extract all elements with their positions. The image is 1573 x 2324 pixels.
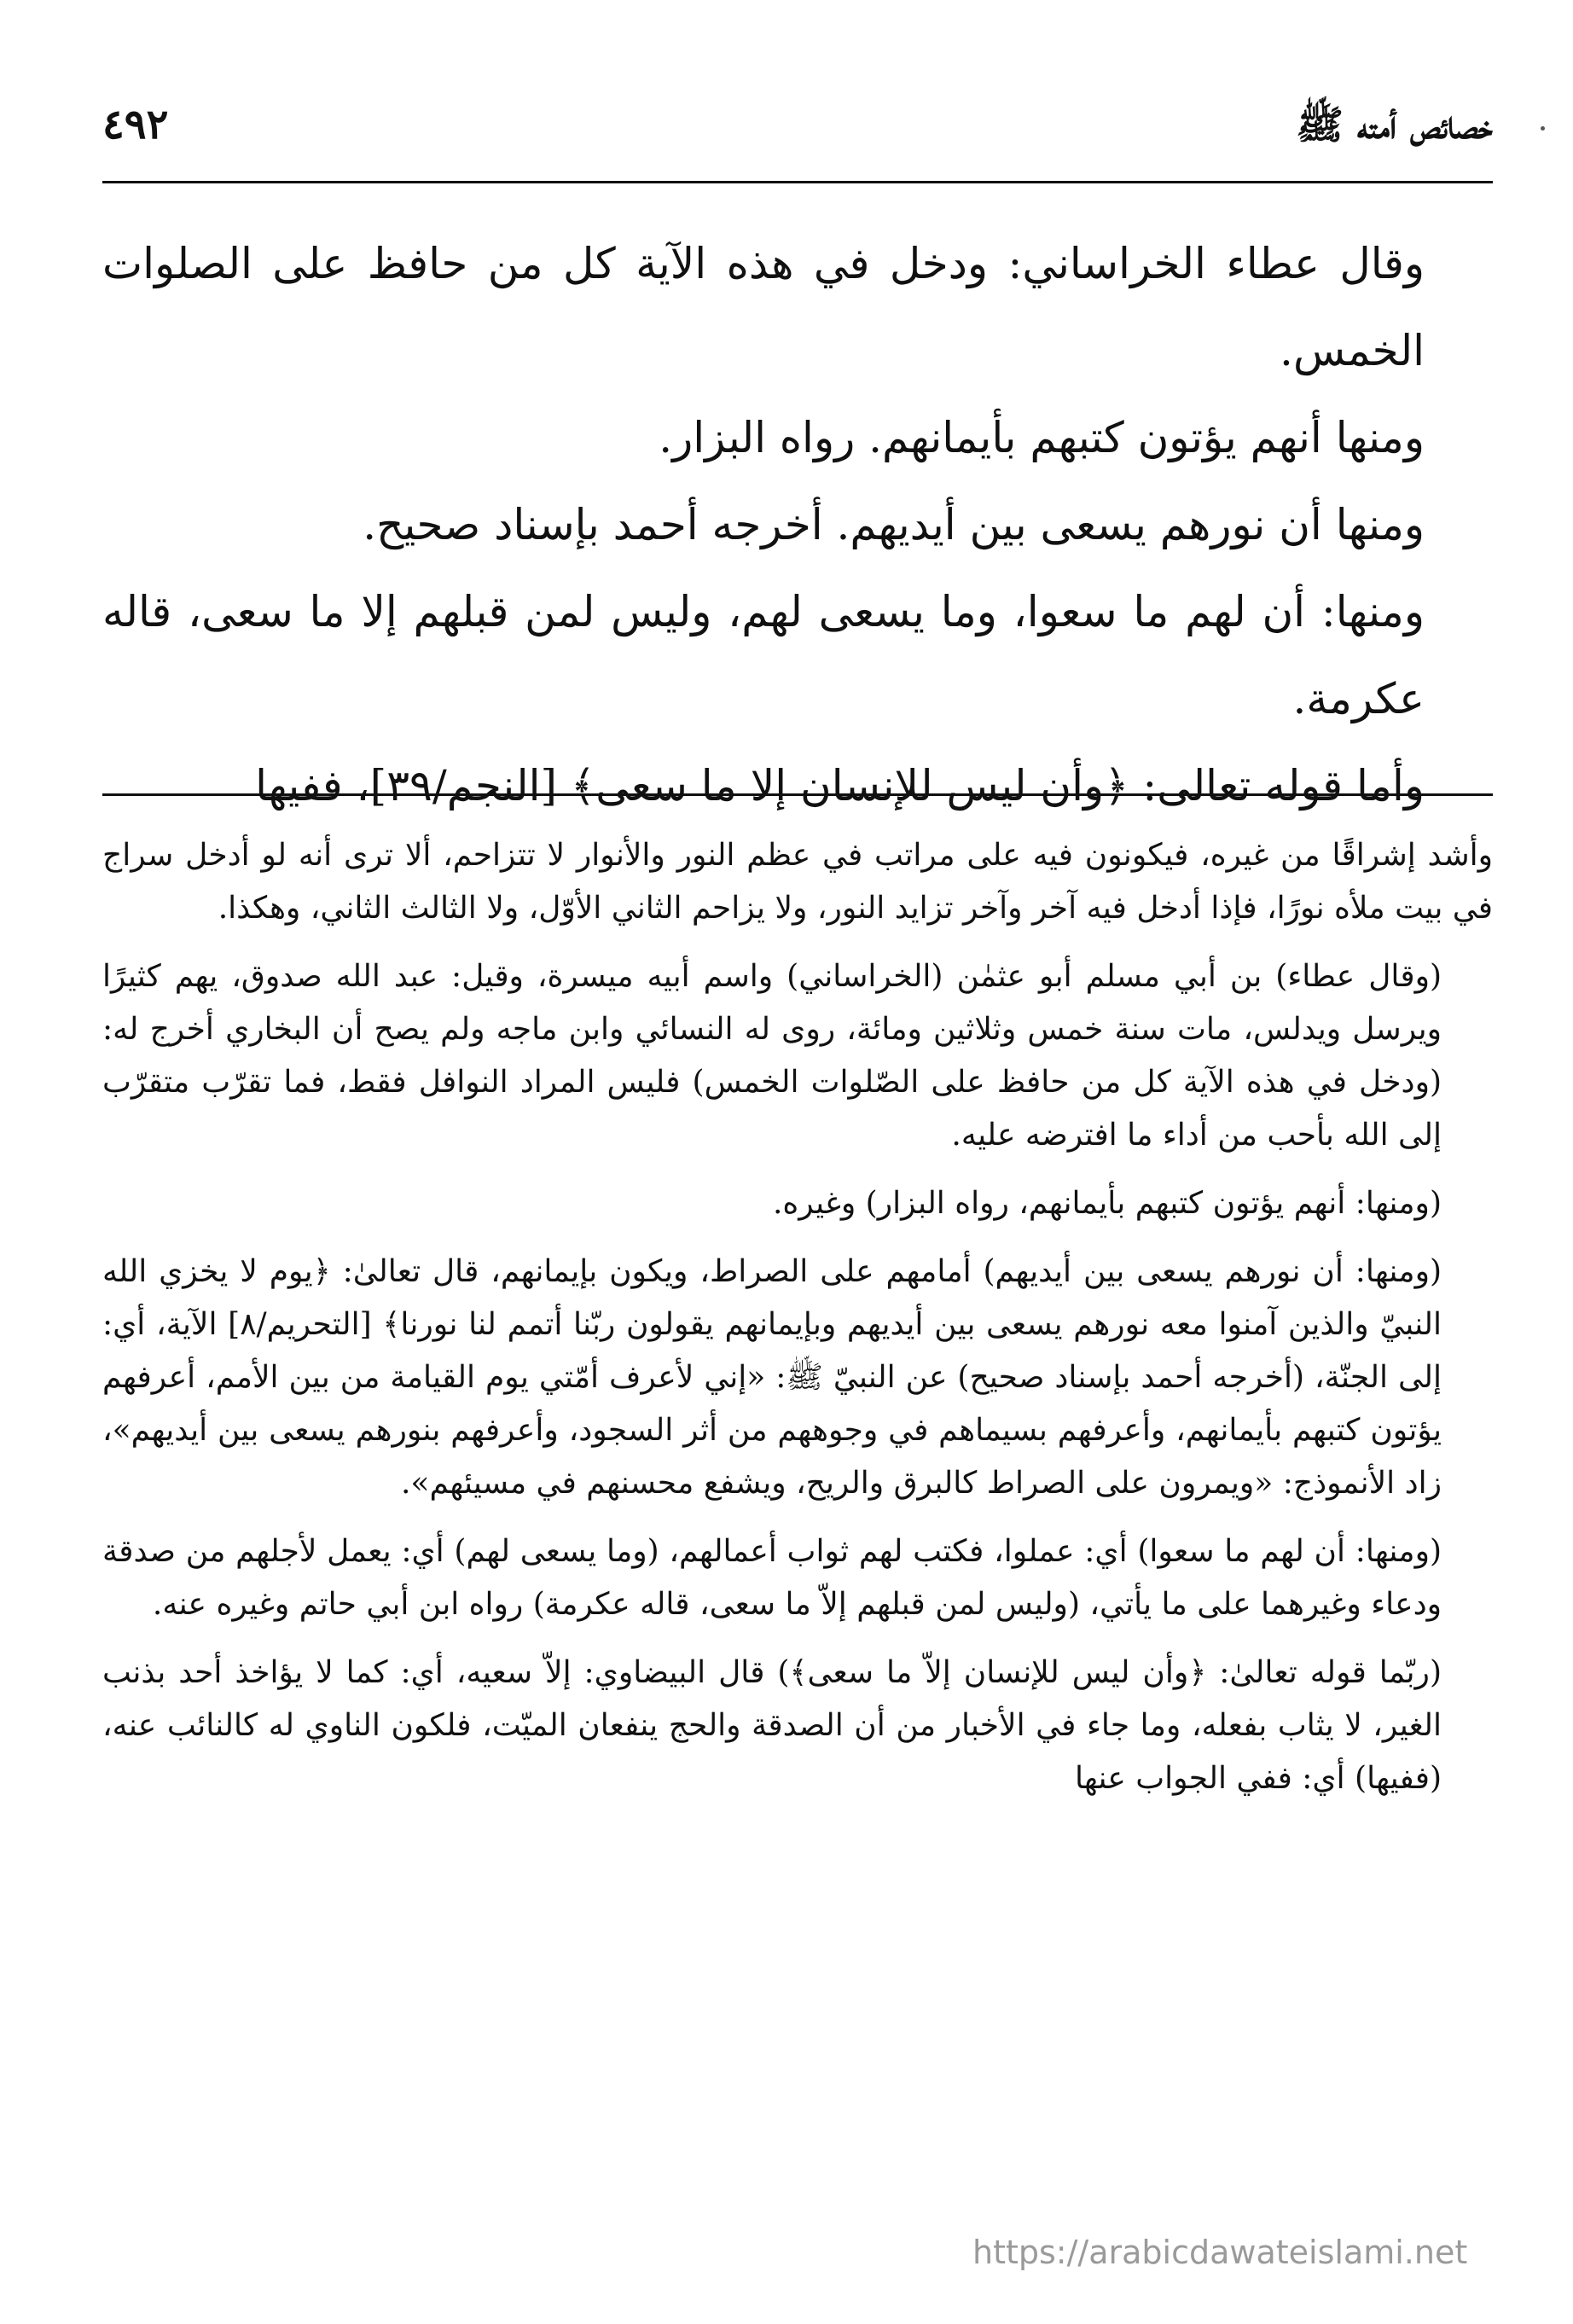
commentary-paragraph: (ومنها: أن لهم ما سعوا) أي: عملوا، فكتب لهم ثواب أعمالهم، (وما يسعى لهم) أي: يعمل لأجلهم من صدقة ودعاء وغيرهما على ما يأتي، (وليس لمن قبلهم إلاّ ما سعى، قاله عكرمة) رواه ابن أبي حاتم وغيره عنه.: [102, 1534, 1442, 1622]
page-number: ٤٩٢: [102, 101, 169, 148]
main-paragraph: وقال عطاء الخراساني: ودخل في هذه الآية كل من حافظ على الصلوات الخمس.: [102, 239, 1425, 375]
commentary-paragraph: (وقال عطاء) بن أبي مسلم أبو عثمٰن (الخراساني) واسم أبيه ميسرة، وقيل: عبد الله صدوق، يهم كثيرًا ويرسل ويدلس، مات سنة خمس وثلاثين ومائة، روى له النسائي وابن ماجه ولم يصح أن البخاري أخرج له: (ودخل في هذه الآية كل من حافظ على الصّلوات الخمس) فليس المراد النوافل فقط، فما تقرّب متقرّب إلى الله بأحب من أداء ما افترضه عليه.: [102, 959, 1442, 1153]
commentary-paragraph: (ومنها: أن نورهم يسعى بين أيديهم) أمامهم على الصراط، ويكون بإيمانهم، قال تعالىٰ: ﴿يوم لا يخزي الله النبيّ والذين آمنوا معه نورهم يسعى بين أيديهم وبإيمانهم يقولون ربّنا أتمم لنا نورنا﴾ [التحريم/٨] الآية، أي: إلى الجنّة، (أخرجه أحمد بإسناد صحيح) عن النبيّ ﷺ: «إني لأعرف أمّتي يوم القيامة من بين الأمم، أعرفهم يؤتون كتبهم بأيمانهم، وأعرفهم بسيماهم في وجوههم من أثر السجود، وأعرفهم بنورهم يسعى بين أيديهم»، زاد الأنموذج: «ويمرون على الصراط كالبرق والريح، ويشفع محسنهم في مسيئهم».: [102, 1254, 1442, 1501]
main-paragraph: ومنها: أن لهم ما سعوا، وما يسعى لهم، وليس لمن قبلهم إلا ما سعى، قاله عكرمة.: [102, 587, 1425, 723]
main-paragraph: ومنها أن نورهم يسعى بين أيديهم. أخرجه أحمد بإسناد صحيح.: [363, 500, 1425, 549]
section-divider: [102, 793, 1493, 796]
commentary-paragraph: (ربّما قوله تعالىٰ: ﴿وأن ليس للإنسان إلاّ ما سعى﴾) قال البيضاوي: إلاّ سعيه، أي: كما لا يؤاخذ أحد بذنب الغير، لا يثاب بفعله، وما جاء في الأخبار من أن الصدقة والحج ينفعان الميّت، فلكون الناوي له كالنائب عنه، (ففيها) أي: ففي الجواب عنها: [102, 1655, 1442, 1796]
watermark-url: https://arabicdawateislami.net: [972, 2234, 1468, 2271]
commentary-text: [102, 829, 1493, 1821]
margin-dot: [1541, 126, 1545, 131]
header-rule: [102, 181, 1493, 183]
main-paragraph: وأما قوله تعالى: ﴿وأن ليس للإنسان إلا ما سعى﴾ [النجم/٣٩]، ففيها: [255, 761, 1425, 810]
running-header: [102, 101, 1493, 177]
commentary-paragraph: وأشد إشراقًا من غيره، فيكونون فيه على مراتب في عظم النور والأنوار لا تتزاحم، ألا ترى أنه لو أدخل سراج في بيت ملأه نورًا، فإذا أدخل فيه آخر وآخر تزايد النور، ولا يزاحم الثاني الأوّل، ولا الثالث الثاني، وهكذا.: [102, 838, 1493, 926]
header-title: خصائص أمته ﷺ: [1296, 102, 1493, 148]
commentary-paragraph: (ومنها: أنهم يؤتون كتبهم بأيمانهم، رواه البزار) وغيره.: [772, 1186, 1442, 1221]
main-text: [102, 220, 1493, 829]
main-paragraph: ومنها أنهم يؤتون كتبهم بأيمانهم. رواه البزار.: [659, 413, 1425, 462]
